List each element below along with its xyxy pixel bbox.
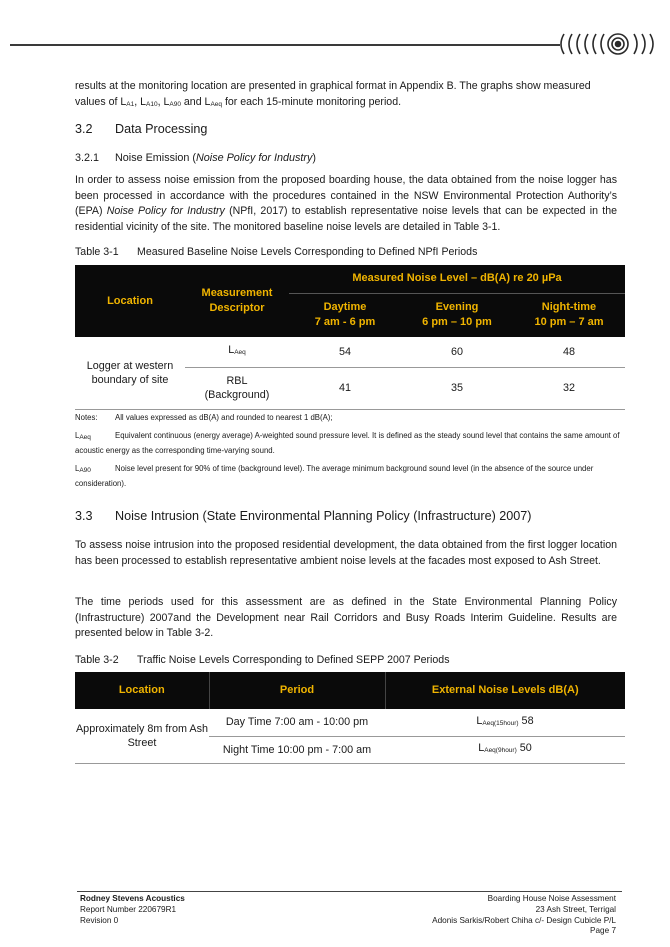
col-header-measured: Measured Noise Level – dB(A) re 20 µPa (289, 265, 625, 293)
footer-right (380, 894, 616, 937)
col-header-location: Location (75, 672, 209, 709)
section-heading-3-2 (75, 122, 207, 136)
footer-address: 23 Ash Street, Terrigal (535, 904, 616, 914)
section-number: 3.3 (75, 509, 93, 523)
intro-line-2 (75, 95, 617, 113)
intro-paragraph (75, 79, 617, 112)
evening-range: 6 pm – 10 pm (422, 316, 492, 329)
level-value: 58 (518, 714, 534, 727)
paragraph-3-3-b: The time periods used for this assessment are as defined in the State Environmental Planning Policy (Infrastructure) 2007and the Development near Rail Corridors and Busy Roads Interim Guideline. Results are presented below in Table 3-2. (75, 596, 617, 640)
col-header-location: Location (75, 265, 185, 337)
section-title: Data Processing (115, 122, 208, 136)
table-3-1 (75, 265, 625, 410)
night-range: 10 pm – 7 am (534, 316, 604, 329)
caption-number: Table 3-2 (75, 654, 119, 666)
rbl-label: RBL (226, 375, 248, 387)
daytime-label: Daytime (323, 301, 367, 314)
footer-left (80, 894, 185, 926)
footer-project: Boarding House Noise Assessment (487, 894, 616, 903)
table-notes (75, 411, 620, 490)
value-cell: 54 (289, 337, 401, 367)
header-rule (10, 44, 560, 46)
la10-symbol: L (140, 95, 147, 108)
paragraph-text-end: (NPfI, 2017) to establish representative noise levels that can be expected in the residential vicinity of the site. The monitored baseline noise levels are detailed in Table 3-1. (75, 205, 617, 233)
laeq-sub: Aeq (234, 349, 246, 357)
subsection-title: Noise Emission ( (115, 152, 196, 164)
paragraph-3-3-a: To assess noise intrusion into the proposed residential development, the data obtained from the first logger location has been processed to establish representative ambient noise levels at the facades most exposed to Ash Street. (75, 539, 617, 567)
value-cell: 35 (401, 367, 513, 409)
laeq-symbol: L (204, 95, 211, 108)
table-row (75, 337, 625, 367)
laeq-sub: Aeq (79, 434, 91, 441)
value-cell: 41 (289, 367, 401, 409)
la90-symbol: L (163, 95, 170, 108)
section-number: 3.2 (75, 122, 93, 136)
paragraph-text: In order to assess noise emission from the proposed boarding house, the data obtained from the noise logger has been processed in accordance with the procedures contained in the NSW Environmental Protection Authority’s (EPA) (75, 174, 617, 218)
value-cell: 60 (401, 337, 513, 367)
la1-sub: A1 (126, 100, 135, 108)
intro-line-1: results at the monitoring location are presented in graphical format in Appendix B. The graphs show measured (75, 80, 591, 92)
laeq-sub: Aeq(15hour) (482, 719, 519, 727)
subsection-title-italic: Noise Policy for Industry (196, 152, 313, 164)
intro-text: values of (75, 95, 121, 108)
note-text: All values expressed as dB(A) and rounded to nearest 1 dB(A); (115, 413, 333, 422)
la90-symbol: L (75, 464, 80, 473)
footer-company: Rodney Stevens Acoustics (80, 894, 185, 903)
note-text: Noise level present for 90% of time (background level). The average minimum background sound level (in the absence of the source under consideration). (75, 464, 594, 488)
footer-revision: Revision 0 (80, 915, 119, 925)
laeq-symbol: L (478, 742, 485, 754)
table-3-2-caption (75, 654, 450, 666)
caption-text: Measured Baseline Noise Levels Corresponding to Defined NPfI Periods (137, 246, 478, 258)
note-label (75, 429, 115, 444)
section-heading-3-3 (75, 509, 532, 523)
note-2 (75, 429, 620, 457)
col-header-descriptor: Measurement Descriptor (185, 265, 289, 337)
level-cell (385, 736, 625, 763)
note-label: Notes: (75, 413, 98, 422)
note-3 (75, 462, 620, 490)
paragraph-3-2-1 (75, 173, 617, 235)
col-header-daytime (289, 293, 401, 337)
col-header-period: Period (209, 672, 385, 709)
la90-sub: A90 (169, 100, 181, 108)
subsection-number: 3.2.1 (75, 152, 100, 164)
section-title: Noise Intrusion (State Environmental Planning Policy (Infrastructure) 2007) (115, 509, 532, 523)
la1-symbol: L (120, 95, 127, 108)
footer-client: Adonis Sarkis/Robert Chiha c/- Design Cubicle P/L (432, 915, 616, 925)
paragraph-italic: Noise Policy for Industry (106, 205, 225, 218)
period-cell: Night Time 10:00 pm - 7:00 am (209, 736, 385, 763)
subsection-heading-3-2-1 (75, 152, 316, 164)
intro-sep: , (134, 95, 141, 108)
footer-rule (77, 891, 622, 892)
location-cell: Logger at western boundary of site (75, 337, 185, 409)
la10-sub: A10 (146, 100, 158, 108)
descriptor-cell (185, 367, 289, 409)
caption-number: Table 3-1 (75, 246, 119, 258)
rbl-sublabel: (Background) (204, 389, 270, 401)
table-3-1-caption (75, 246, 477, 258)
subsection-title-end: ) (312, 152, 317, 164)
intro-sep: , (157, 95, 164, 108)
level-cell (385, 709, 625, 736)
value-cell: 32 (513, 367, 625, 409)
note-text: Equivalent continuous (energy average) A-weighted sound pressure level. It is defined as the steady sound level that contains the same amount of acoustic energy as the corresponding time-varying sound. (75, 431, 620, 455)
col-header-evening (401, 293, 513, 337)
company-logo-icon (556, 28, 666, 60)
level-value: 50 (516, 742, 532, 754)
caption-text: Traffic Noise Levels Corresponding to Defined SEPP 2007 Periods (137, 654, 450, 666)
intro-and: and (180, 95, 205, 108)
laeq-symbol: L (75, 431, 80, 440)
daytime-range: 7 am - 6 pm (314, 316, 376, 329)
la90-sub: A90 (79, 467, 91, 474)
laeq-symbol: L (476, 714, 483, 727)
laeq-symbol: L (228, 344, 235, 357)
table-row (75, 709, 625, 736)
laeq-sub: Aeq(9hour) (484, 747, 517, 754)
location-cell: Approximately 8m from Ash Street (75, 709, 209, 763)
col-header-external-levels: External Noise Levels dB(A) (385, 672, 625, 709)
descriptor-cell (185, 337, 289, 367)
evening-label: Evening (435, 301, 479, 314)
footer-report-number: Report Number 220679R1 (80, 904, 177, 914)
note-1 (75, 411, 620, 424)
laeq-sub: Aeq (210, 100, 223, 108)
note-label (75, 462, 115, 477)
period-cell: Day Time 7:00 am - 10:00 pm (209, 709, 385, 736)
intro-text-end: for each 15-minute monitoring period. (222, 95, 402, 108)
col-header-night (513, 293, 625, 337)
footer-page-number: Page 7 (590, 926, 616, 936)
night-label: Night-time (541, 301, 597, 314)
table-3-2 (75, 672, 625, 764)
value-cell: 48 (513, 337, 625, 367)
